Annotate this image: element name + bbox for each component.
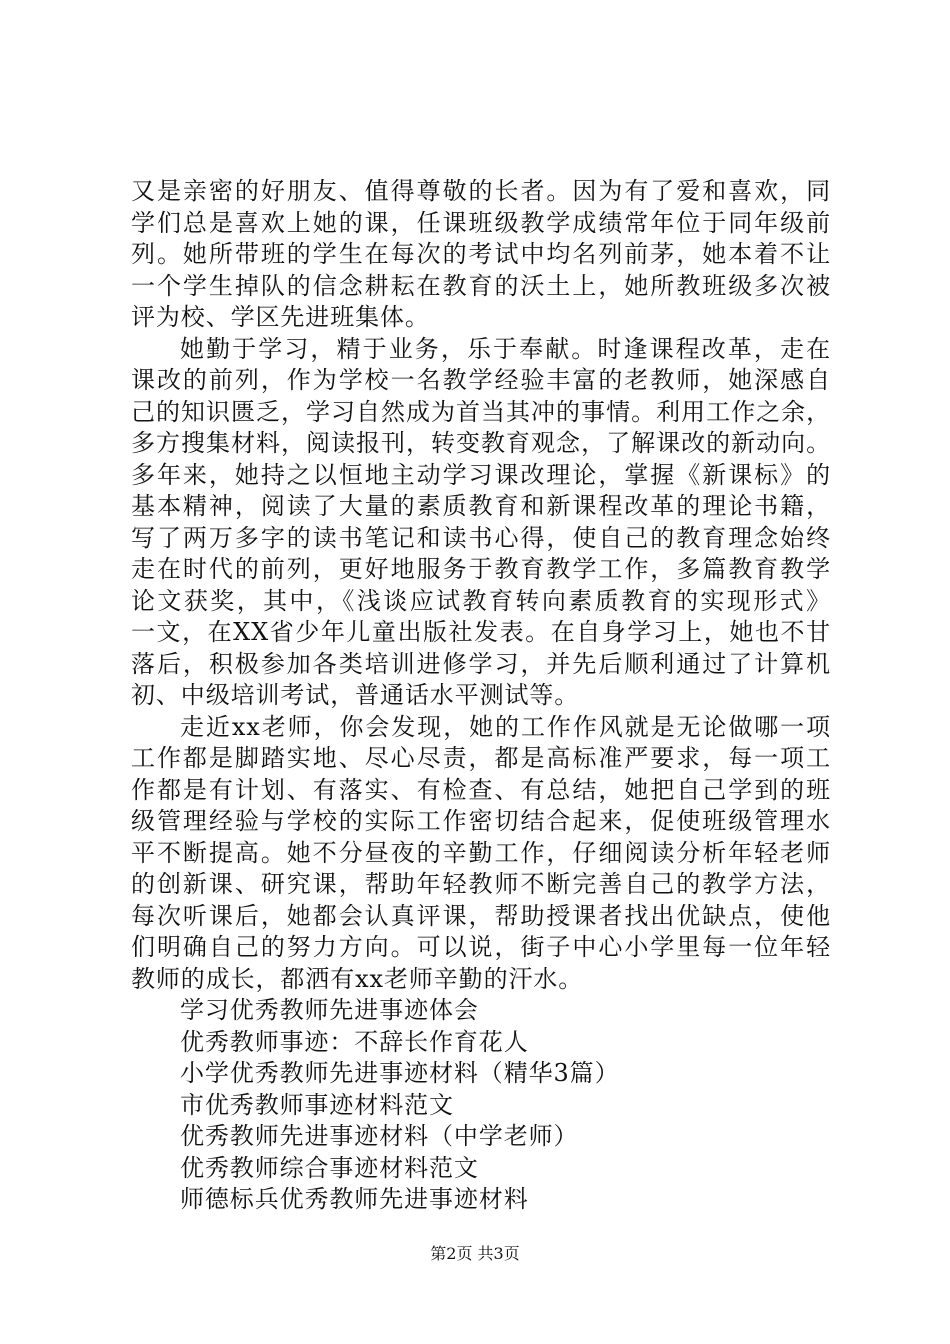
- paragraph-line: 又是亲密的好朋友、值得尊敬的长者。因为有了爱和喜欢，同: [131, 177, 831, 205]
- document-body: [131, 176, 831, 1216]
- related-link[interactable]: 优秀教师事迹：不辞长作育花人: [180, 1027, 529, 1056]
- paragraph-line: 己的知识匮乏，学习自然成为首当其冲的事情。利用工作之余，: [131, 397, 831, 426]
- paragraph: [131, 334, 831, 712]
- paragraph-line: 落后，积极参加各类培训进修学习，并先后顺利通过了计算机: [131, 649, 831, 678]
- paragraph-line: 基本精神，阅读了大量的素质教育和新课程改革的理论书籍，: [131, 492, 831, 520]
- paragraph-line: 一文，在XX省少年儿童出版社发表。在自身学习上，她也不甘: [131, 618, 831, 646]
- paragraph-line: 学们总是喜欢上她的课，任课班级教学成绩常年位于同年级前: [131, 208, 831, 237]
- paragraph-line: 工作都是脚踏实地、尽心尽责，都是高标准严要求，每一项工: [131, 744, 831, 772]
- related-link[interactable]: 学习优秀教师先进事迹体会: [180, 996, 479, 1024]
- related-link[interactable]: 优秀教师先进事迹材料（中学老师）: [180, 1122, 579, 1150]
- paragraph-line: 一个学生掉队的信念耕耘在教育的沃土上，她所教班级多次被: [131, 271, 831, 300]
- paragraph-line: 论文获奖，其中，《浅谈应试教育转向素质教育的实现形式》: [131, 586, 831, 615]
- paragraph-line: 教师的成长，都洒有xx老师辛勤的汗水。: [131, 964, 584, 993]
- paragraph-line: 作都是有计划、有落实、有检查、有总结，她把自己学到的班: [131, 775, 831, 804]
- paragraph-line: 级管理经验与学校的实际工作密切结合起来，促使班级管理水: [131, 807, 831, 835]
- page-footer: 第2页 共3页: [430, 1244, 520, 1263]
- paragraph-line: 的创新课、研究课，帮助年轻教师不断完善自己的教学方法，: [131, 870, 831, 898]
- paragraph-line: 她勤于学习，精于业务，乐于奉献。时逢课程改革，走在: [180, 334, 831, 363]
- paragraph-line: 评为校、学区先进班集体。: [131, 303, 430, 331]
- paragraph-line: 初、中级培训考试，普通话水平测试等。: [131, 681, 580, 709]
- paragraph: [131, 712, 831, 996]
- paragraph-line: 走在时代的前列，更好地服务于教育教学工作，多篇教育教学: [131, 555, 831, 583]
- paragraph-line: 平不断提高。她不分昼夜的辛勤工作，仔细阅读分析年轻老师: [131, 838, 831, 867]
- paragraph-line: 每次听课后，她都会认真评课，帮助授课者找出优缺点，使他: [131, 901, 831, 930]
- paragraph-line: 写了两万多字的读书笔记和读书心得，使自己的教育理念始终: [131, 523, 831, 552]
- paragraph-line: 课改的前列，作为学校一名教学经验丰富的老教师，她深感自: [131, 366, 831, 394]
- paragraphs-container: [131, 176, 831, 995]
- paragraph: [131, 176, 831, 334]
- paragraph-line: 多方搜集材料，阅读报刊，转变教育观念，了解课改的新动向。: [131, 429, 831, 457]
- related-link[interactable]: 小学优秀教师先进事迹材料（精华3篇）: [180, 1059, 620, 1087]
- related-links-list: [131, 995, 831, 1216]
- paragraph-line: 多年来，她持之以恒地主动学习课改理论，掌握《新课标》的: [131, 460, 831, 489]
- paragraph-line: 列。她所带班的学生在每次的考试中均名列前茅，她本着不让: [131, 240, 831, 268]
- related-link[interactable]: 优秀教师综合事迹材料范文: [180, 1153, 479, 1182]
- paragraph-line: 走近xx老师，你会发现，她的工作作风就是无论做哪一项: [180, 712, 831, 741]
- related-link[interactable]: 师德标兵优秀教师先进事迹材料: [180, 1185, 529, 1213]
- paragraph-line: 们明确自己的努力方向。可以说，街子中心小学里每一位年轻: [131, 933, 831, 961]
- related-link[interactable]: 市优秀教师事迹材料范文: [180, 1090, 454, 1119]
